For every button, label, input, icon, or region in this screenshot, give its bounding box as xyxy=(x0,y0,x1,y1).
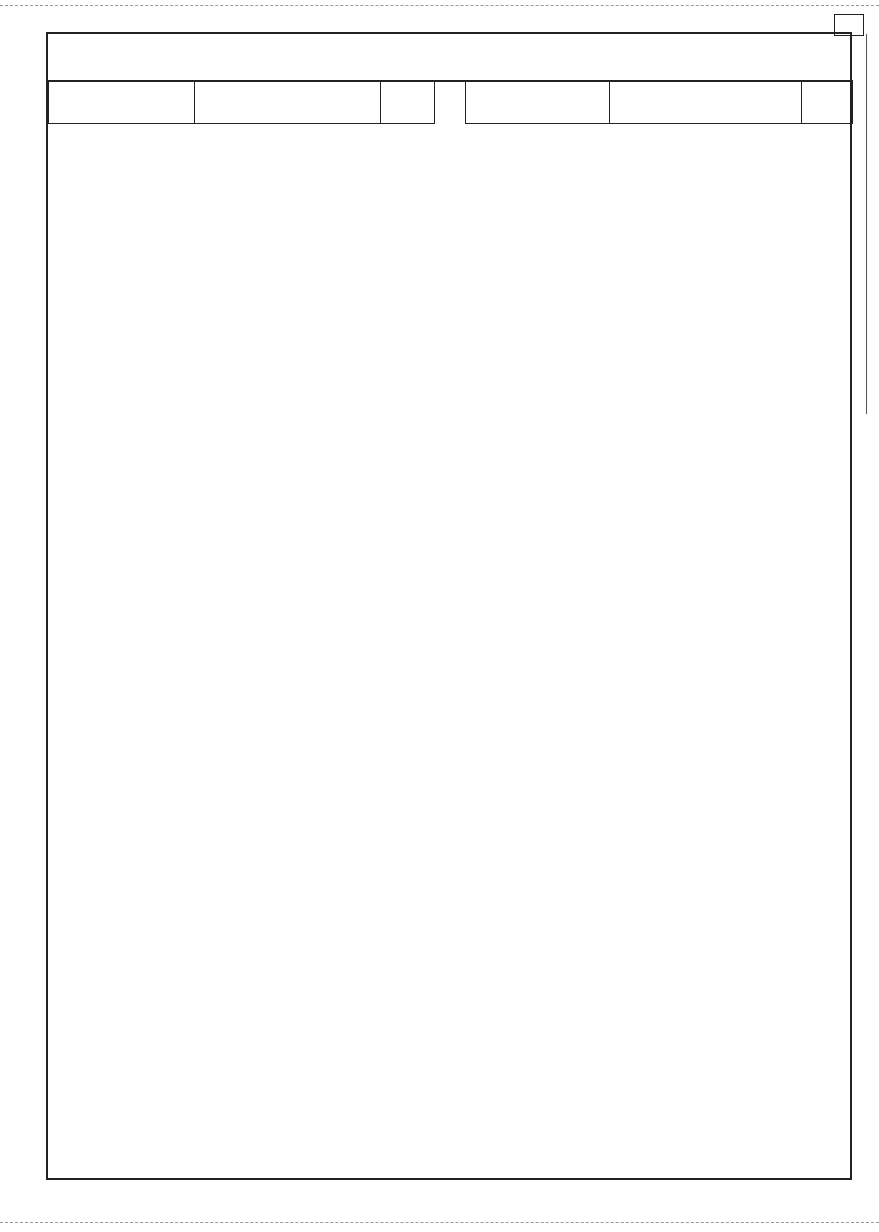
header-name xyxy=(610,81,802,124)
header-page xyxy=(381,81,435,124)
page-title xyxy=(48,34,850,82)
table-header-row xyxy=(49,81,435,124)
contents-table-left xyxy=(48,80,435,124)
header-code xyxy=(466,81,610,124)
header-name xyxy=(195,81,381,124)
header-code xyxy=(49,81,195,124)
approval-stamp xyxy=(2,900,44,1180)
sheet-edge-bottom xyxy=(0,1222,879,1223)
header-page xyxy=(802,81,853,124)
sheet-edge-top xyxy=(0,5,879,6)
table-header-row xyxy=(466,81,853,124)
frame-edge-line xyxy=(852,34,867,414)
drawing-frame xyxy=(46,32,852,1180)
contents-table-right xyxy=(465,80,853,124)
